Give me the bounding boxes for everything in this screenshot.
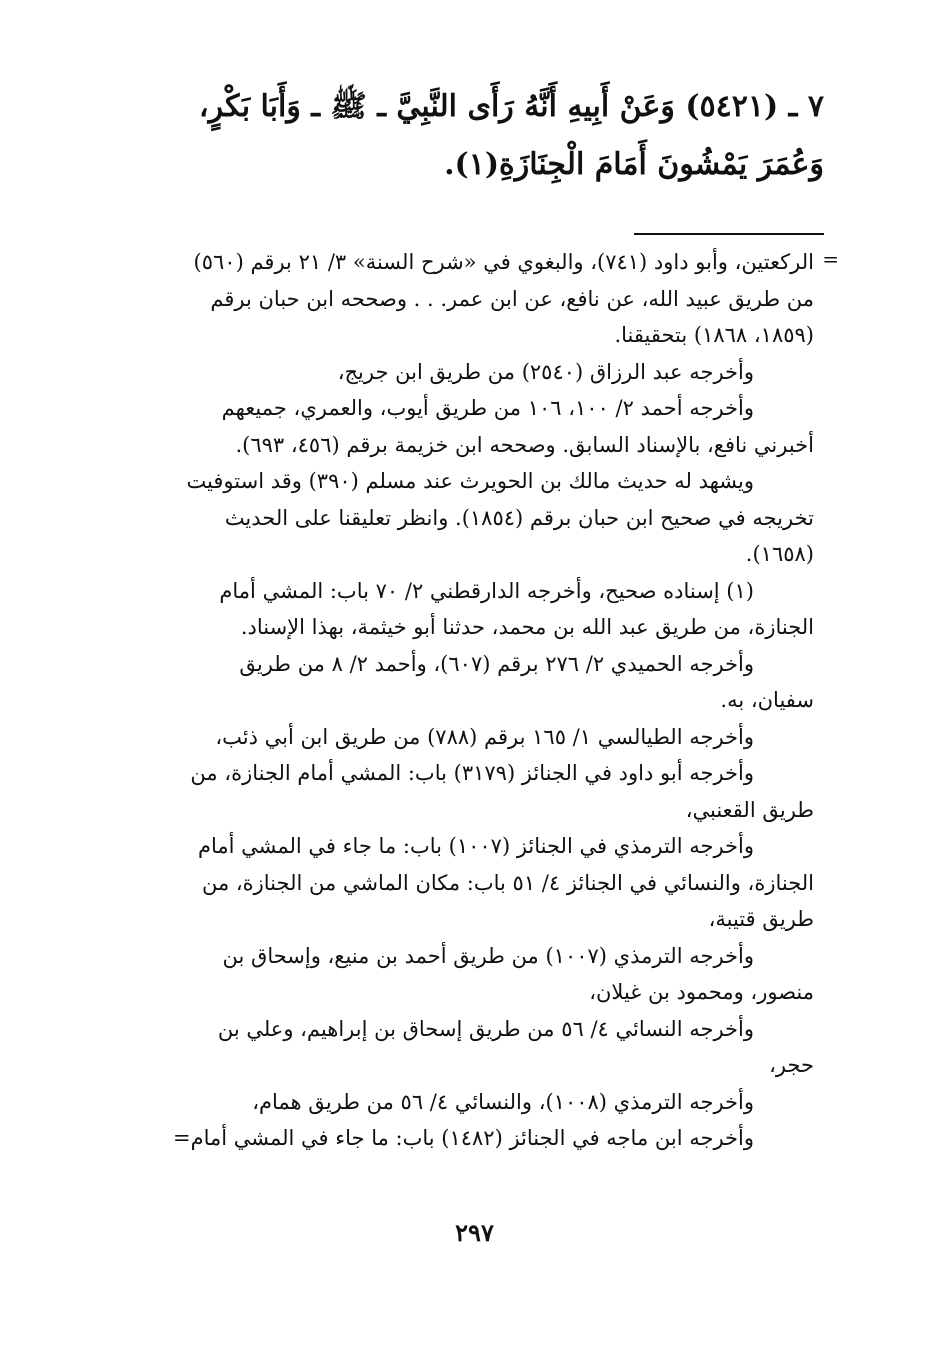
footnote-line: وأخرجه الترمذي في الجنائز (١٠٠٧) باب: ما جاء في المشي أمام (197, 834, 754, 858)
hadith-line-2: وَعُمَرَ يَمْشُونَ أَمَامَ الْجِنَازَةِ(١). (444, 147, 824, 182)
footnote-line: وأخرجه عبد الرزاق (٢٥٤٠) من طريق ابن جريج، (337, 359, 754, 384)
footnote-line: الركعتين، وأبو داود (٧٤١)، والبغوي في «شرح السنة» ٣/ ٢١ برقم (٥٦٠) (193, 250, 814, 274)
footnote-line: الجنازة، والنسائي في الجنائز ٤/ ٥١ باب: مكان الماشي من الجنازة، من (201, 870, 814, 895)
footnote-line: حجر، (769, 1053, 814, 1077)
footnote-line: وأخرجه الطيالسي ١/ ١٦٥ برقم (٧٨٨) من طريق ابن أبي ذئب، (215, 724, 754, 749)
footnote-line: أخبرني نافع، بالإسناد السابق. وصححه ابن خزيمة برقم (٤٥٦، ٦٩٣). (235, 432, 814, 457)
footnote-line: (١٦٥٨). (745, 542, 814, 566)
footnote-line: من طريق عبيد الله، عن نافع، عن ابن عمر. . . وصححه ابن حبان برقم (210, 286, 814, 311)
footnote-line: وأخرجه الترمذي (١٠٠٨)، والنسائي ٤/ ٥٦ من طريق همام، (252, 1089, 754, 1114)
footnote-line: وأخرجه النسائي ٤/ ٥٦ من طريق إسحاق بن إبراهيم، وعلي بن (217, 1016, 754, 1041)
footnote-line: ويشهد له حديث مالك بن الحويرث عند مسلم (٣٩٠) وقد استوفيت (186, 469, 754, 493)
footnote-line: الجنازة، من طريق عبد الله بن محمد، حدثنا أبو خيثمة، بهذا الإسناد. (240, 615, 814, 639)
footnote-line: طريق القعنبي، (685, 797, 814, 822)
footnotes-block (114, 244, 814, 1157)
footnote-line: وأخرجه الترمذي (١٠٠٧) من طريق أحمد بن منيع، وإسحاق بن (222, 943, 754, 968)
footnote-line: منصور، ومحمود بن غيلان، (589, 980, 814, 1004)
footnote-line: وأخرجه الحميدي ٢/ ٢٧٦ برقم (٦٠٧)، وأحمد ٢/ ٨ من طريق (239, 651, 754, 676)
footnote-line: وأخرجه ابن ماجه في الجنائز (١٤٨٢) باب: ما جاء في المشي أمام= (173, 1126, 754, 1150)
hadith-text (124, 78, 824, 194)
footnote-line: (١) إسناده صحيح، وأخرجه الدارقطني ٢/ ٧٠ باب: المشي أمام (219, 578, 754, 603)
continuation-mark: = (822, 247, 839, 271)
hadith-line-1: ٧ ـ (٥٤٢١) وَعَنْ أَبِيهِ أَنَّهُ رَأَى النَّبِيَّ ـ ﷺ ـ وَأَبَا بَكْرٍ، (198, 89, 824, 124)
footnote-line: (١٨٥٩، ١٨٦٨) بتحقيقنا. (614, 323, 814, 347)
footnote-line: تخريجه في صحيح ابن حبان برقم (١٨٥٤). وانظر تعليقنا على الحديث (224, 505, 814, 530)
footnote-line: طريق قتيبة، (708, 907, 814, 931)
page-number: ٢٩٧ (455, 1218, 494, 1247)
footnote-line: وأخرجه أحمد ٢/ ١٠٠، ١٠٦ من طريق أيوب، والعمري، جميعهم (221, 396, 754, 420)
footnote-line: سفيان، به. (720, 688, 814, 712)
footnote-divider (634, 233, 824, 235)
footnote-line: وأخرجه أبو داود في الجنائز (٣١٧٩) باب: المشي أمام الجنازة، من (190, 761, 754, 785)
